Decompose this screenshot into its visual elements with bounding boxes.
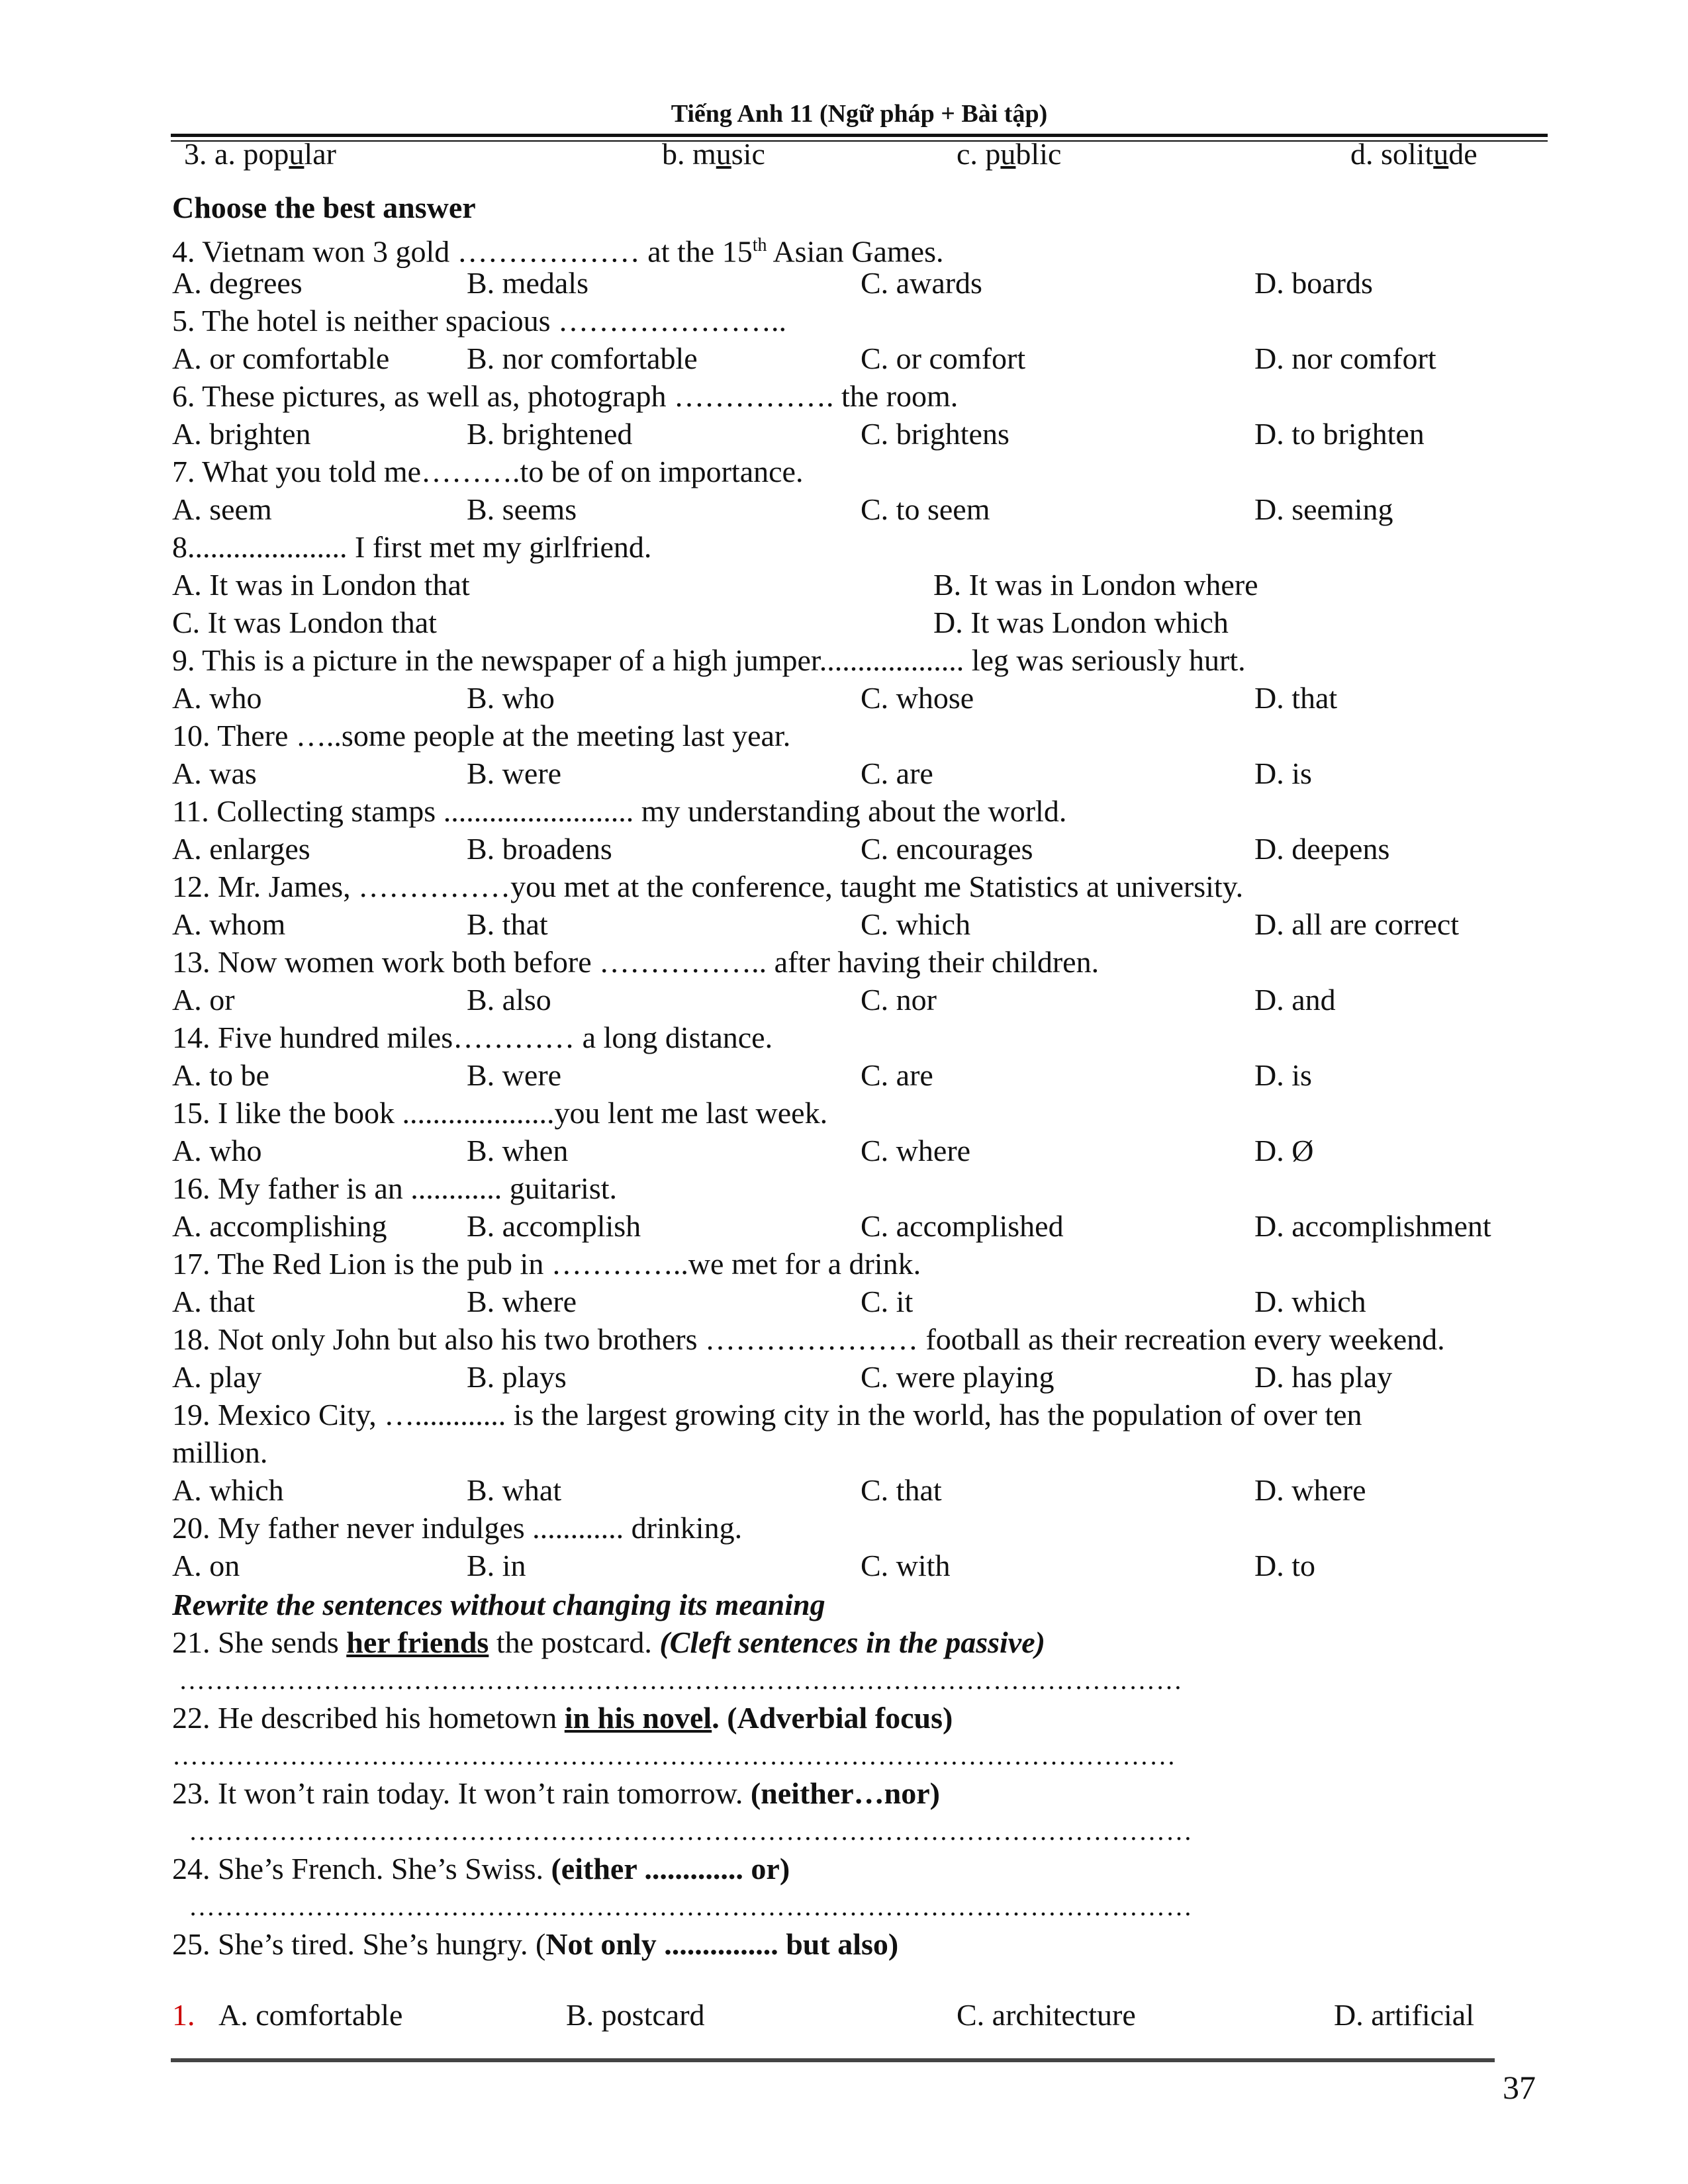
answer-dotted-line[interactable]: ………………………………………………………………………………………………… <box>172 1741 1176 1770</box>
answer-dotted-line[interactable]: ………………………………………………………………………………………………… <box>189 1816 1193 1846</box>
answer-option: B. broadens <box>467 832 612 866</box>
answer-option: C. are <box>861 756 933 790</box>
answer-option: C. which <box>861 907 971 941</box>
answer-option: D. and <box>1254 983 1336 1017</box>
answer-option: B. what <box>467 1473 562 1507</box>
question-stem: 6. These pictures, as well as, photograph ……………. the room. <box>172 379 959 413</box>
answer-option: D. has play <box>1254 1360 1393 1394</box>
answer-option: A. to be <box>172 1058 269 1092</box>
header-rule <box>171 134 1548 137</box>
final-option-c: C. architecture <box>957 1998 1136 2032</box>
question-stem: 19. Mexico City, …............ is the largest growing city in the world, has the population of over ten <box>172 1398 1362 1432</box>
answer-option: A. that <box>172 1285 256 1318</box>
question-stem: 15. I like the book ....................you lent me last week. <box>172 1096 828 1130</box>
answer-option: B. were <box>467 756 562 790</box>
section-title-choose: Choose the best answer <box>172 191 476 224</box>
question-stem: 7. What you told me……….to be of on importance. <box>172 455 804 488</box>
answer-option: D. that <box>1254 681 1338 715</box>
answer-option: A. enlarges <box>172 832 310 866</box>
rewrite-sentence: 25. She’s tired. She’s hungry. (Not only ............... but also) <box>172 1927 899 1961</box>
answer-option: D. nor comfort <box>1254 341 1436 375</box>
final-question-number: 1. <box>172 1998 195 2032</box>
answer-option: B. when <box>467 1134 569 1167</box>
answer-option: A. or <box>172 983 235 1017</box>
answer-option: B. that <box>467 907 548 941</box>
question-3: 3. a. popular <box>184 137 336 171</box>
question-stem: 14. Five hundred miles………… a long distance. <box>172 1021 773 1054</box>
answer-option: A. was <box>172 756 257 790</box>
answer-option: A. which <box>172 1473 284 1507</box>
answer-option: D. Ø <box>1254 1134 1314 1167</box>
question-3-option-c: c. public <box>957 137 1062 171</box>
question-stem: 18. Not only John but also his two brothers ………………… football as their recreation every weekend. <box>172 1322 1445 1356</box>
rewrite-sentence: 21. She sends her friends the postcard. (Cleft sentences in the passive) <box>172 1625 1045 1659</box>
answer-option: D. boards <box>1254 266 1373 300</box>
question-stem: 9. This is a picture in the newspaper of a high jumper................... leg was seriously hurt. <box>172 643 1246 677</box>
answer-option: B. were <box>467 1058 562 1092</box>
answer-option: B. where <box>467 1285 577 1318</box>
answer-option: C. accomplished <box>861 1209 1064 1243</box>
answer-option: A. It was in London that <box>172 568 470 602</box>
answer-option: C. awards <box>861 266 982 300</box>
final-option-b: B. postcard <box>566 1998 705 2032</box>
answer-option: D. deepens <box>1254 832 1390 866</box>
answer-option: B. in <box>467 1549 526 1582</box>
rewrite-sentence: 22. He described his hometown in his novel. (Adverbial focus) <box>172 1701 953 1735</box>
page-number: 37 <box>1503 2069 1536 2106</box>
answer-option: B. also <box>467 983 551 1017</box>
answer-option: D. It was London which <box>933 606 1229 639</box>
answer-option: D. is <box>1254 756 1312 790</box>
answer-option: D. accomplishment <box>1254 1209 1491 1243</box>
final-option-d: D. artificial <box>1334 1998 1475 2032</box>
answer-option: D. seeming <box>1254 492 1393 526</box>
question-3-option-b: b. music <box>662 137 765 171</box>
question-stem: 17. The Red Lion is the pub in …………..we met for a drink. <box>172 1247 921 1281</box>
answer-option: B. seems <box>467 492 577 526</box>
rewrite-sentence: 23. It won’t rain today. It won’t rain tomorrow. (neither…nor) <box>172 1776 940 1810</box>
answer-option: C. whose <box>861 681 974 715</box>
answer-option: B. accomplish <box>467 1209 641 1243</box>
question-stem: 10. There …..some people at the meeting last year. <box>172 719 791 752</box>
answer-option: C. nor <box>861 983 937 1017</box>
question-stem: 13. Now women work both before …………….. after having their children. <box>172 945 1100 979</box>
answer-option: C. brightens <box>861 417 1009 451</box>
page-header: Tiếng Anh 11 (Ngữ pháp + Bài tập) <box>671 100 1048 128</box>
final-option-a: A. comfortable <box>218 1998 403 2032</box>
answer-option: C. were playing <box>861 1360 1055 1394</box>
answer-option: C. with <box>861 1549 951 1582</box>
answer-option: D. all are correct <box>1254 907 1460 941</box>
answer-option: D. which <box>1254 1285 1366 1318</box>
answer-option: C. encourages <box>861 832 1033 866</box>
answer-option: A. accomplishing <box>172 1209 387 1243</box>
answer-option: C. or comfort <box>861 341 1026 375</box>
answer-option: C. it <box>861 1285 914 1318</box>
answer-option: C. It was London that <box>172 606 437 639</box>
question-stem: 11. Collecting stamps ......................... my understanding about the world. <box>172 794 1067 828</box>
answer-option: D. to brighten <box>1254 417 1425 451</box>
answer-option: C. to seem <box>861 492 990 526</box>
question-stem: 5. The hotel is neither spacious ………………….. <box>172 304 786 338</box>
answer-option: A. brighten <box>172 417 311 451</box>
answer-option: B. It was in London where <box>933 568 1258 602</box>
answer-option: C. are <box>861 1058 933 1092</box>
answer-option: B. brightened <box>467 417 633 451</box>
answer-option: D. to <box>1254 1549 1315 1582</box>
footer-rule <box>171 2058 1495 2062</box>
question-3-option-d: d. solitude <box>1350 137 1477 171</box>
answer-dotted-line[interactable]: ………………………………………………………………………………………………… <box>179 1665 1183 1695</box>
question-stem: 8..................... I first met my girlfriend. <box>172 530 652 564</box>
question-stem: 12. Mr. James, ……………you met at the conference, taught me Statistics at university. <box>172 870 1244 903</box>
rewrite-sentence: 24. She’s French. She’s Swiss. (either ............. or) <box>172 1852 790 1886</box>
answer-dotted-line[interactable]: ………………………………………………………………………………………………… <box>189 1891 1193 1921</box>
header-rule-thin <box>171 140 1548 142</box>
answer-option: A. seem <box>172 492 272 526</box>
answer-option: C. that <box>861 1473 942 1507</box>
answer-option: B. plays <box>467 1360 567 1394</box>
answer-option: B. medals <box>467 266 588 300</box>
answer-option: A. degrees <box>172 266 303 300</box>
answer-option: D. is <box>1254 1058 1312 1092</box>
section-title-rewrite: Rewrite the sentences without changing its meaning <box>172 1588 825 1621</box>
question-stem: 16. My father is an ............ guitarist. <box>172 1171 618 1205</box>
answer-option: B. nor comfortable <box>467 341 698 375</box>
answer-option: D. where <box>1254 1473 1366 1507</box>
answer-option: A. whom <box>172 907 286 941</box>
answer-option: A. or comfortable <box>172 341 390 375</box>
answer-option: B. who <box>467 681 555 715</box>
question-stem-cont: million. <box>172 1435 268 1469</box>
answer-option: A. play <box>172 1360 262 1394</box>
answer-option: A. who <box>172 681 262 715</box>
answer-option: C. where <box>861 1134 971 1167</box>
question-stem: 20. My father never indulges ............ drinking. <box>172 1511 743 1545</box>
final-question <box>172 1997 195 2034</box>
answer-option: A. who <box>172 1134 262 1167</box>
answer-option: A. on <box>172 1549 240 1582</box>
question-stem: 4. Vietnam won 3 gold ……………… at the 15th Asian Games. <box>172 234 944 269</box>
